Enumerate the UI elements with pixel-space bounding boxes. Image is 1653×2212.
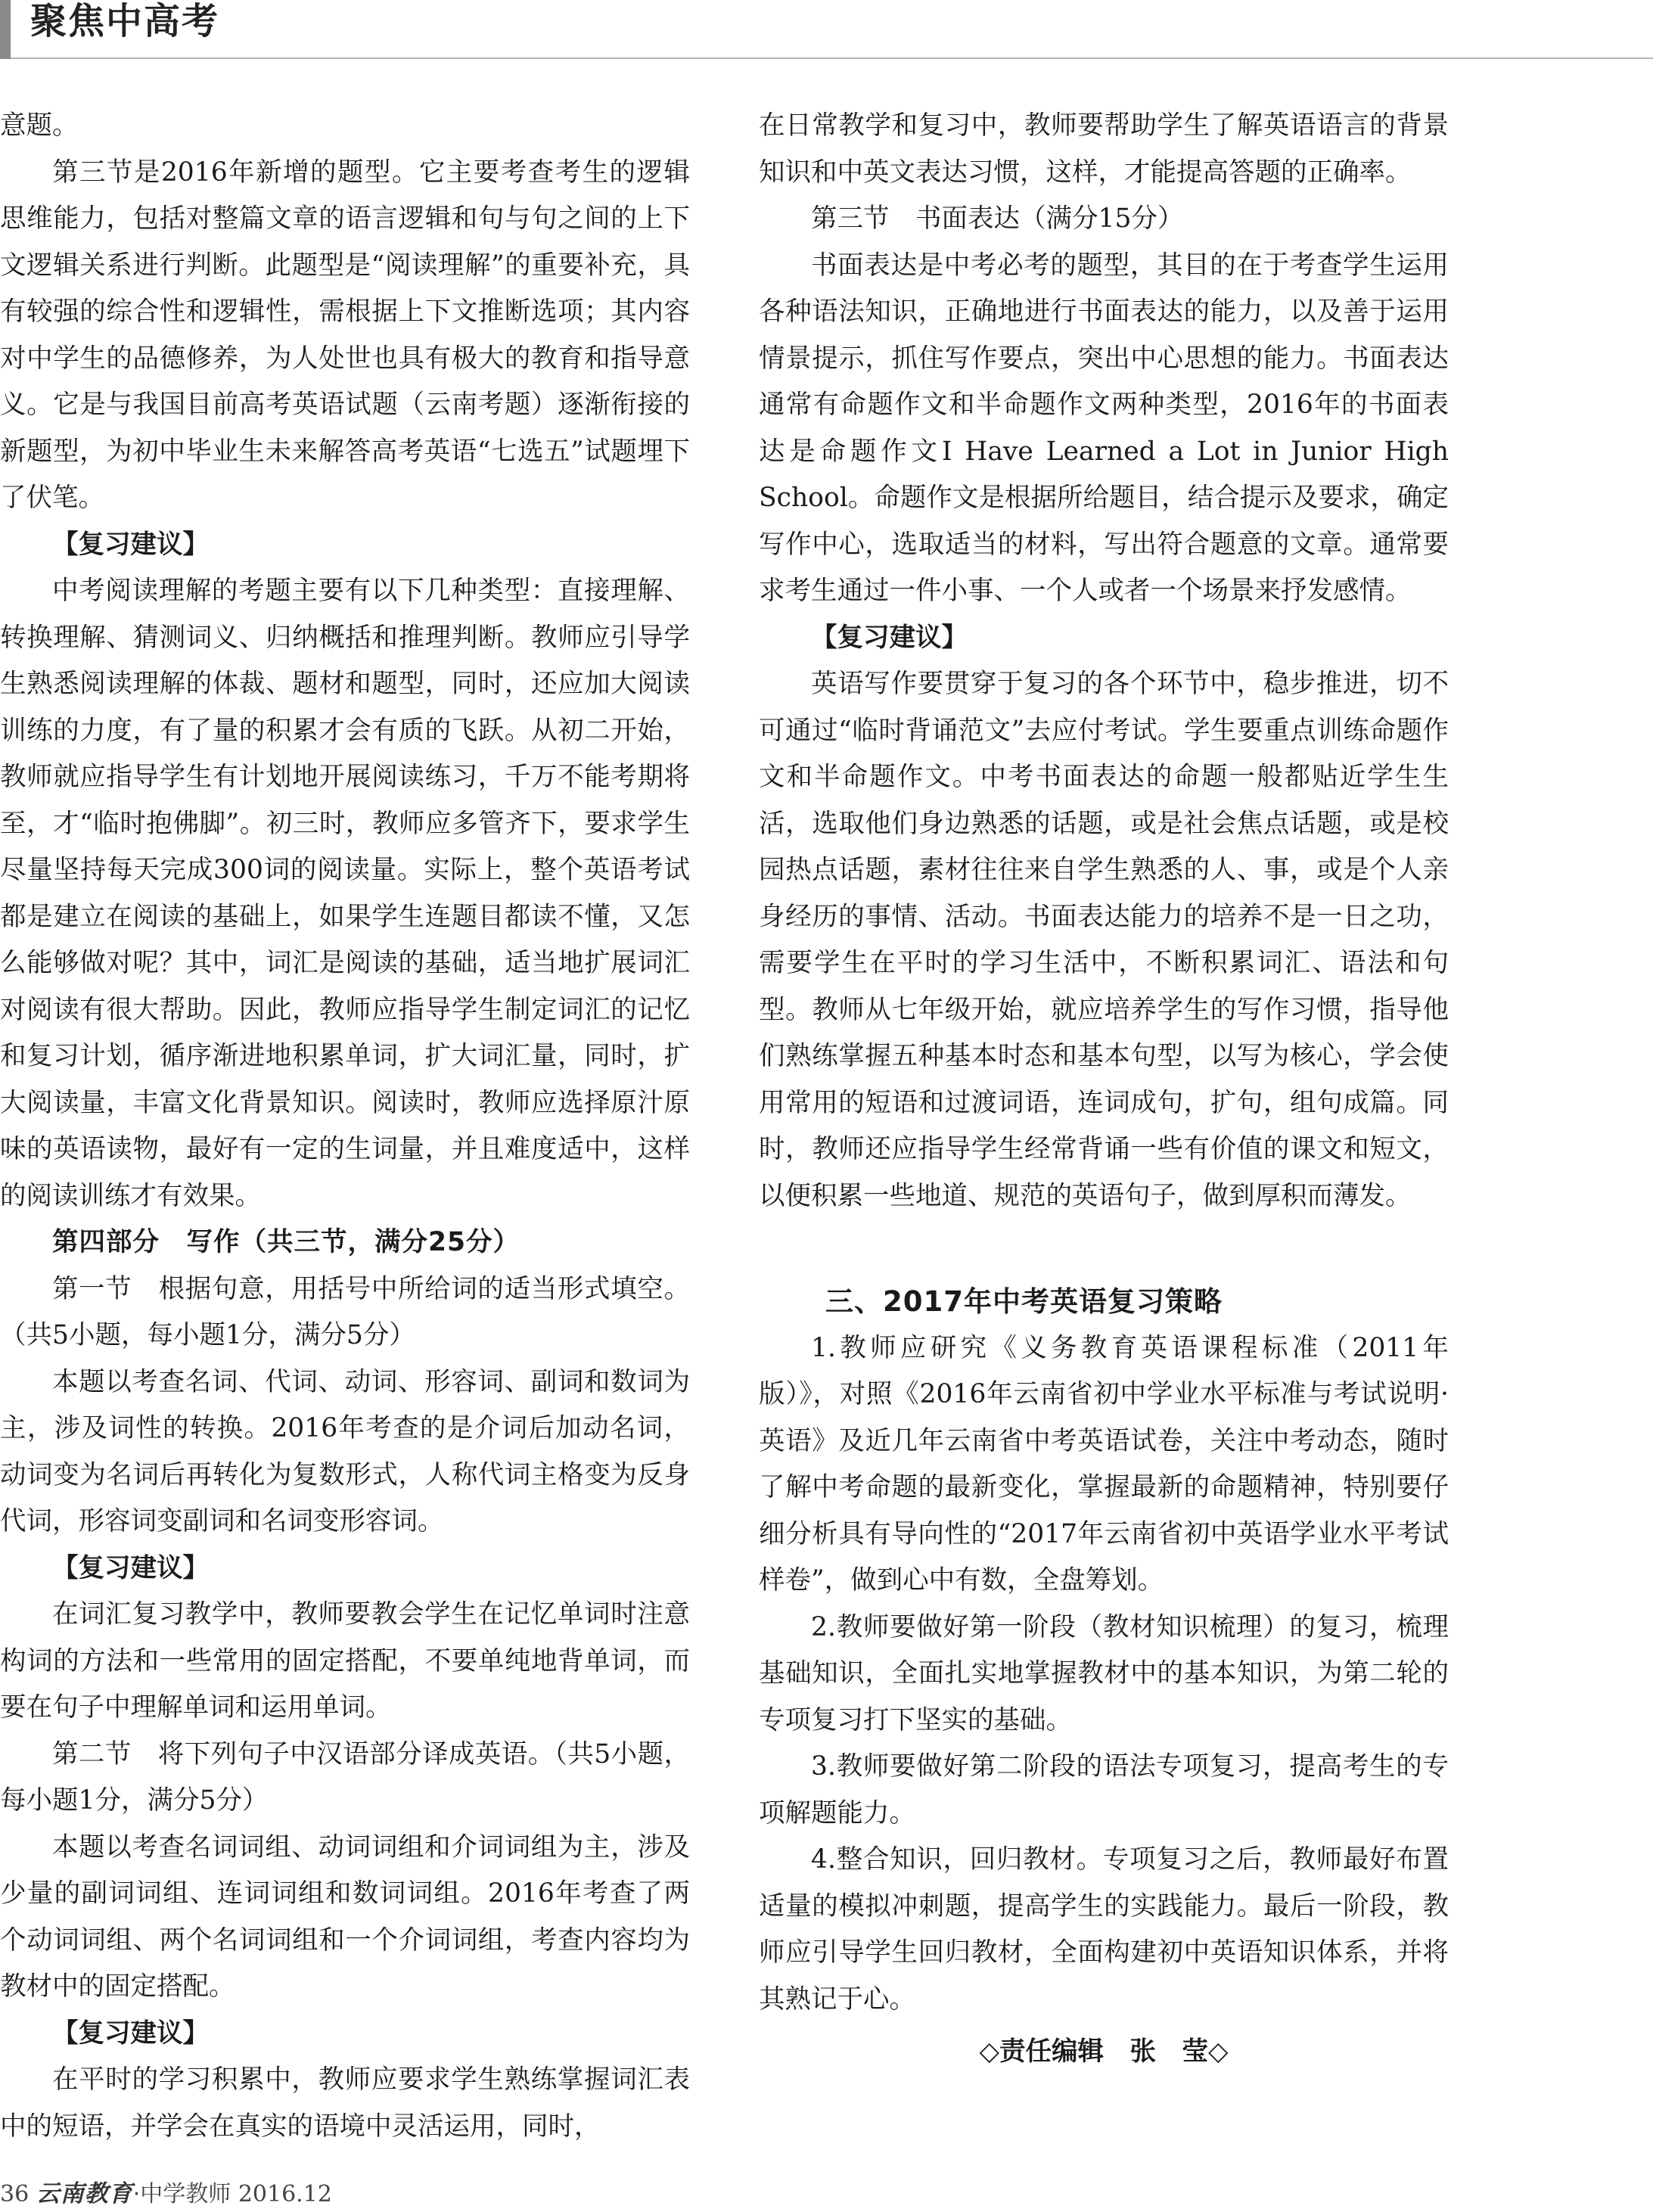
- paragraph: 在日常教学和复习中，教师要帮助学生了解英语语言的背景知识和中英文表达习惯，这样，才能提高答题的正确率。: [759, 110, 1449, 188]
- page-number: 36: [0, 2181, 30, 2207]
- paragraph: 英语写作要贯穿于复习的各个环节中，稳步推进，切不可通过“临时背诵范文”去应付考试。学生要重点训练命题作文和半命题作文。中考书面表达的命题一般都贴近学生生活，选取他们身边熟悉的话题，或是社会焦点话题，或是校园热点话题，素材往往来自学生熟悉的人、事，或是个人亲身经历的事情、活动。书面表达能力的培养不是一日之功，需要学生在平时的学习生活中，不断积累词汇、语法和句型。教师从七年级开始，就应培养学生的写作习惯，指导他们熟练掌握五种基本时态和基本句型，以写为核心，学会使用常用的短语和过渡词语，连词成句，扩句，组句成篇。同时，教师还应指导学生经常背诵一些有价值的课文和短文，以便积累一些地道、规范的英语句子，做到厚积而薄发。: [759, 669, 1449, 1211]
- footer-separator: ·: [132, 2181, 141, 2207]
- left-column: [0, 103, 690, 2150]
- paragraph: 第三节是2016年新增的题型。它主要考查考生的逻辑思维能力，包括对整篇文章的语言逻辑和句与句之间的上下文逻辑关系进行判断。此题型是“阅读理解”的重要补充，具有较强的综合性和逻辑性，需根据上下文推断选项；其内容对中学生的品德修养，为人处世也具有极大的教育和指导意义。它是与我国目前高考英语试题（云南考题）逐渐衔接的新题型，为初中毕业生未来解答高考英语“七选五”试题埋下了伏笔。: [0, 157, 690, 513]
- paragraph: 中考阅读理解的考题主要有以下几种类型：直接理解、转换理解、猜测词义、归纳概括和推理判断。教师应引导学生熟悉阅读理解的体裁、题材和题型，同时，还应加大阅读训练的力度，有了量的积累才会有质的飞跃。从初二开始，教师就应指导学生有计划地开展阅读练习，千万不能考期将至，才“临时抱佛脚”。初三时，教师应多管齐下，要求学生尽量坚持每天完成300词的阅读量。实际上，整个英语考试都是建立在阅读的基础上，如果学生连题目都读不懂，又怎么能够做对呢？其中，词汇是阅读的基础，适当地扩展词汇对阅读有很大帮助。因此，教师应指导学生制定词汇的记忆和复习计划，循序渐进地积累单词，扩大词汇量，同时，扩大阅读量，丰富文化背景知识。阅读时，教师应选择原汁原味的英语读物，最好有一定的生词量，并且难度适中，这样的阅读训练才有效果。: [0, 576, 690, 1211]
- issue-date: 2016.12: [238, 2181, 332, 2207]
- editor-credit: ◇责任编辑 张 莹◇: [979, 2036, 1229, 2067]
- edition-name: 中学教师: [140, 2181, 231, 2207]
- paragraph: 4.整合知识，回归教材。专项复习之后，教师最好布置适量的模拟冲刺题，提高学生的实践能力。最后一阶段，教师应引导学生回归教材，全面构建初中英语知识体系，并将其熟记于心。: [759, 1844, 1449, 2015]
- paragraph: 2.教师要做好第一阶段（教材知识梳理）的复习，梳理基础知识，全面扎实地掌握教材中的基本知识，为第二轮的专项复习打下坚实的基础。: [759, 1611, 1449, 1735]
- magazine-logo: 云南教育: [36, 2180, 133, 2207]
- page-header: [0, 0, 1653, 59]
- review-suggestion-heading: 【复习建议】: [811, 622, 968, 653]
- review-suggestion-heading: 【复习建议】: [52, 2018, 209, 2049]
- page-footer: [0, 2179, 332, 2210]
- part-heading: 第四部分 写作（共三节，满分25分）: [52, 1227, 520, 1257]
- paragraph: 本题以考查名词、代词、动词、形容词、副词和数词为主，涉及词性的转换。2016年考查的是介词后加动名词，动词变为名词后再转化为复数形式，人称代词主格变为反身代词，形容词变副词和名词变形容词。: [0, 1366, 690, 1536]
- review-suggestion-heading: 【复习建议】: [52, 1552, 209, 1583]
- paragraph: 第一节 根据句意，用括号中所给词的适当形式填空。（共5小题，每小题1分，满分5分）: [0, 1273, 690, 1350]
- header-rule: [11, 57, 1653, 59]
- paragraph: 第二节 将下列句子中汉语部分译成英语。（共5小题，每小题1分，满分5分）: [0, 1738, 690, 1816]
- paragraph: 书面表达是中考必考的题型，其目的在于考查学生运用各种语法知识，正确地进行书面表达的能力，以及善于运用情景提示，抓住写作要点，突出中心思想的能力。书面表达通常有命题作文和半命题作文两种类型，2016年的书面表达是命题作文I Have Learned a Lot in Junior High School。命题作文是根据所给题目，结合提示及要求，确定写作中心，选取适当的材料，写出符合题意的文章。通常要求考生通过一件小事、一个人或者一个场景来抒发感情。: [759, 250, 1449, 606]
- paragraph: 在平时的学习积累中，教师应要求学生熟练掌握词汇表中的短语，并学会在真实的语境中灵活运用，同时，: [0, 2064, 690, 2142]
- review-suggestion-heading: 【复习建议】: [52, 529, 209, 560]
- header-title: 聚焦中高考: [30, 0, 220, 42]
- paragraph: 第三节 书面表达（满分15分）: [811, 203, 1184, 234]
- paragraph: 3.教师要做好第二阶段的语法专项复习，提高考生的专项解题能力。: [759, 1751, 1449, 1828]
- paragraph: 在词汇复习教学中，教师要教会学生在记忆单词时注意构词的方法和一些常用的固定搭配，不要单纯地背单词，而要在句子中理解单词和运用单词。: [0, 1599, 690, 1723]
- paragraph: 意题。: [0, 110, 79, 141]
- header-accent-bar: [0, 0, 11, 59]
- paragraph: 1.教师应研究《义务教育英语课程标准（2011年版）》，对照《2016年云南省初中学业水平标准与考试说明·英语》及近几年云南省中考英语试卷，关注中考动态，随时了解中考命题的最新变化，掌握最新的命题精神，特别要仔细分析具有导向性的“2017年云南省初中英语学业水平考试样卷”，做到心中有数，全盘筹划。: [759, 1332, 1449, 1595]
- section-title: 三、2017年中考英语复习策略: [825, 1285, 1223, 1318]
- right-column: [759, 103, 1449, 2076]
- paragraph: 本题以考查名词词组、动词词组和介词词组为主，涉及少量的副词词组、连词词组和数词词组。2016年考查了两个动词词组、两个名词词组和一个介词词组，考查内容均为教材中的固定搭配。: [0, 1831, 690, 2002]
